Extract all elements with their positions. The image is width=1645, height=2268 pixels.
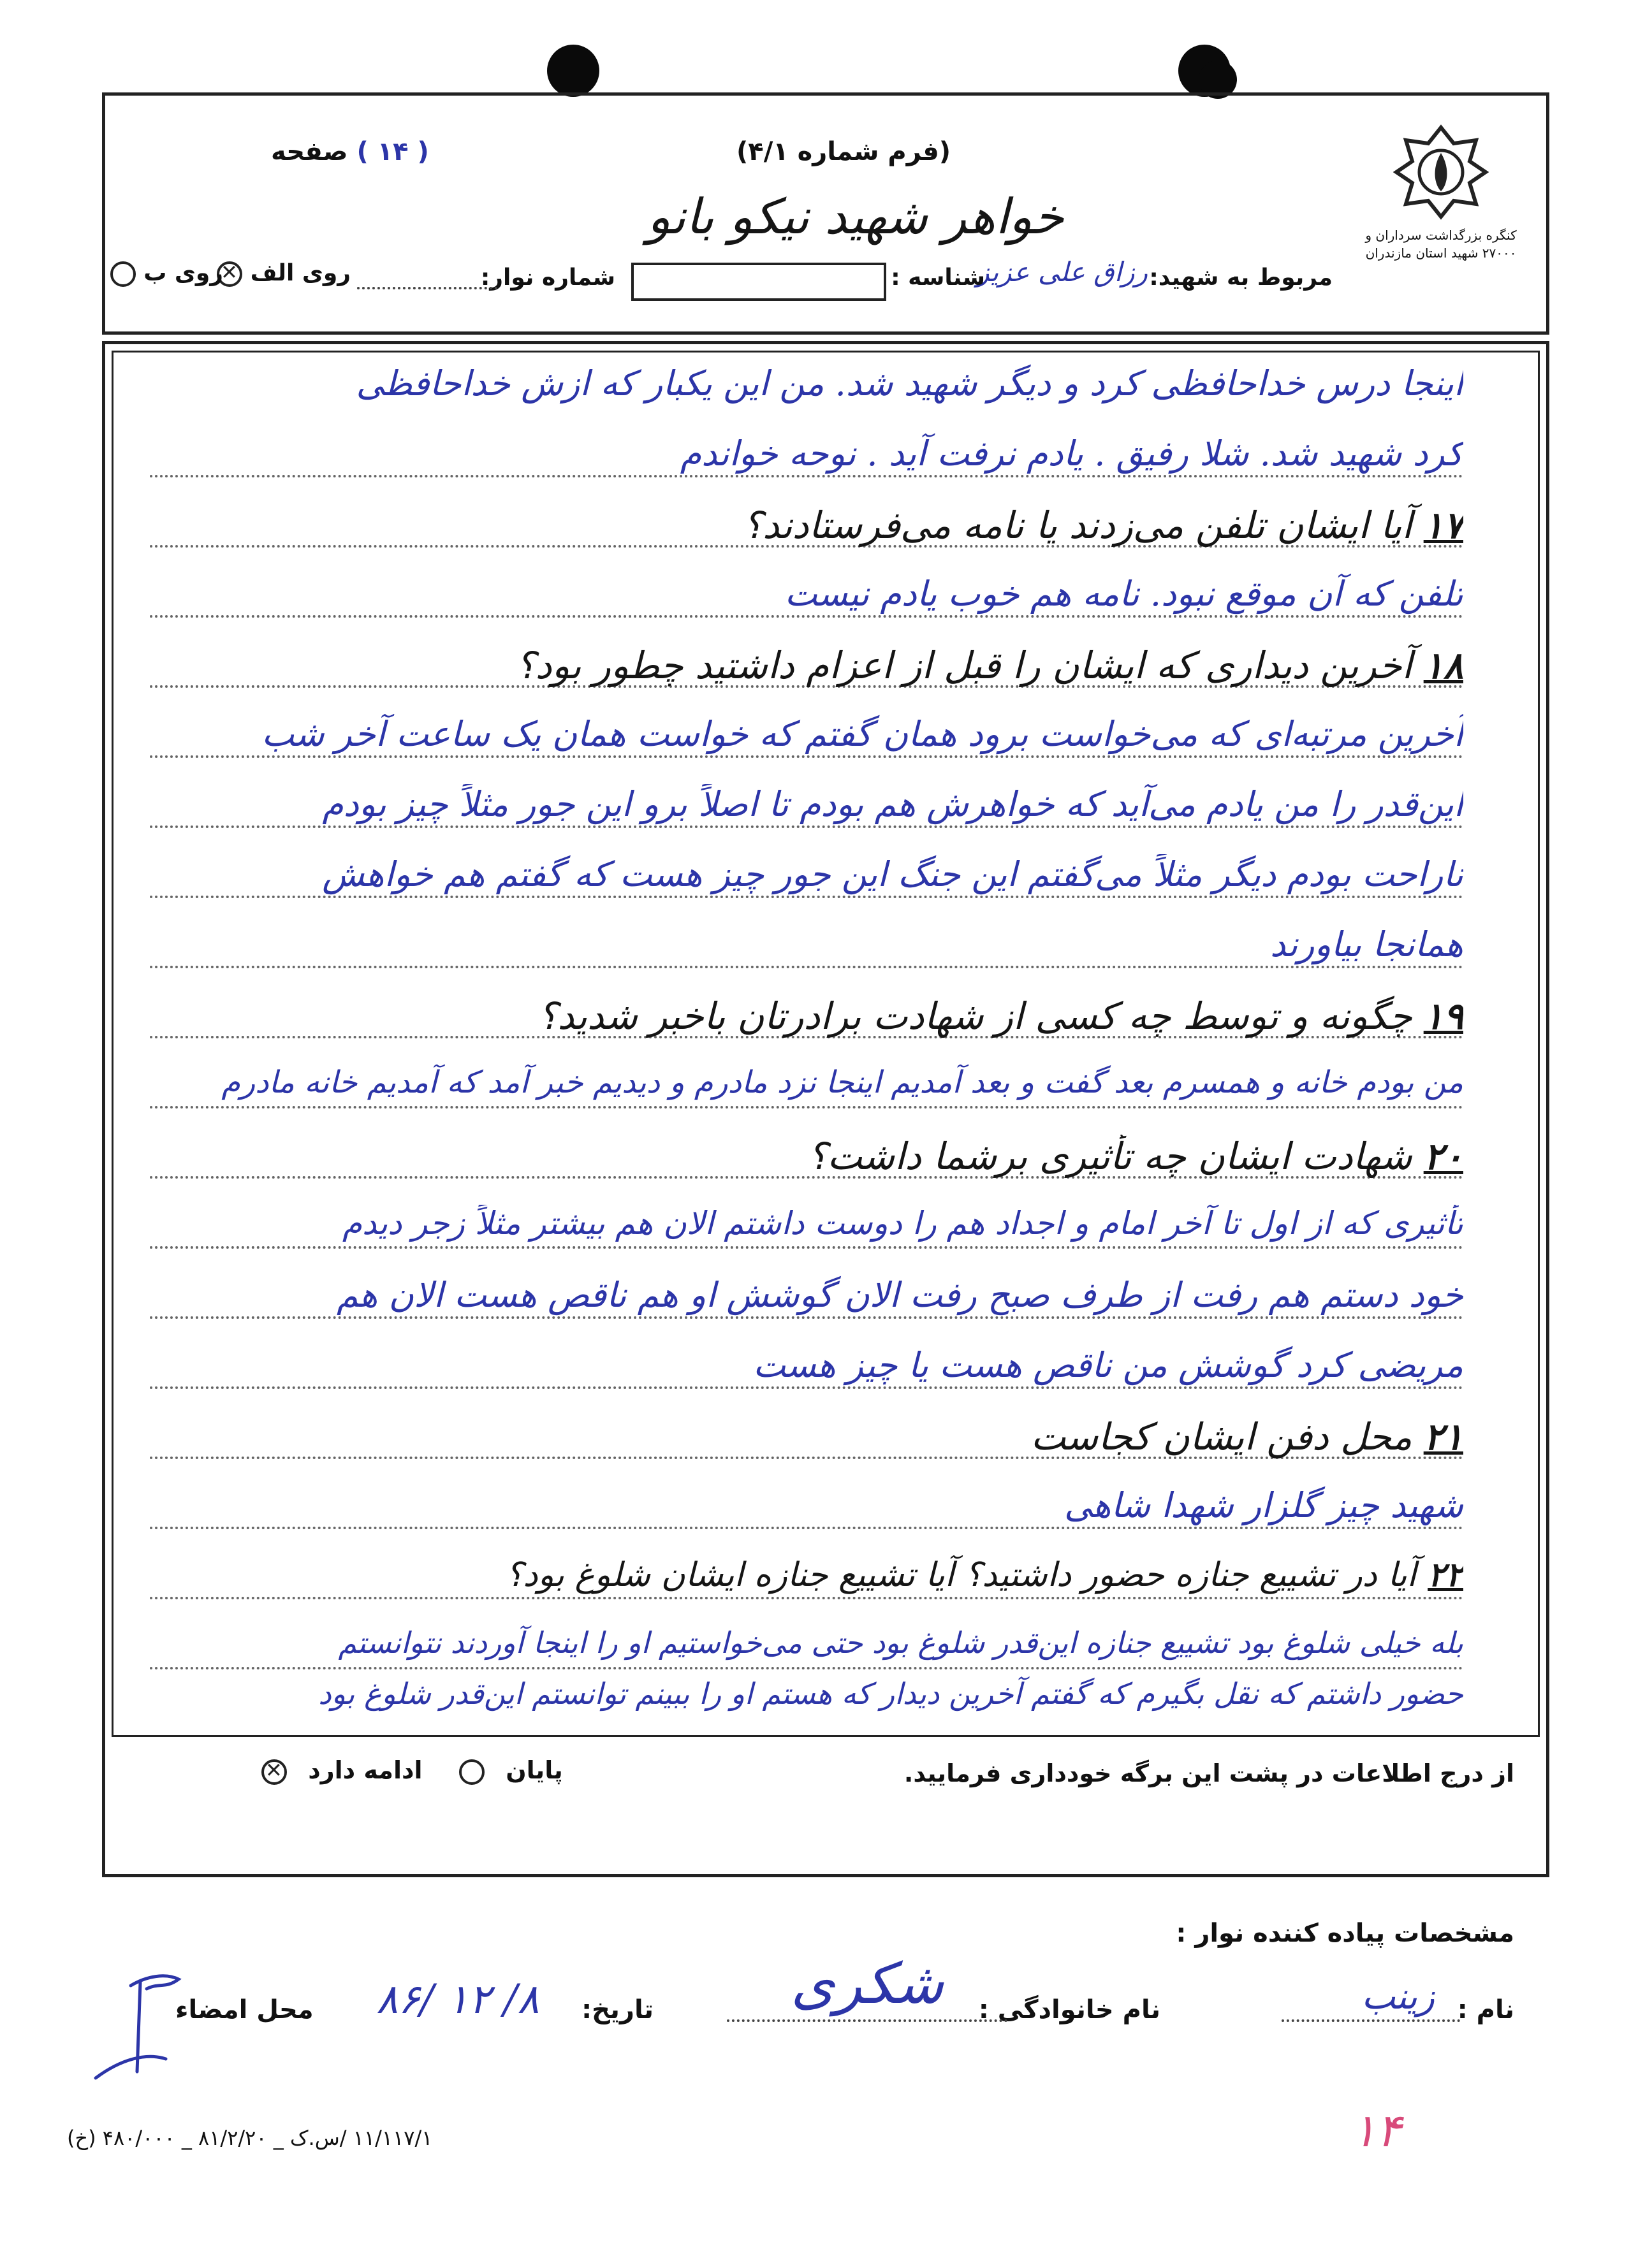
signature-mark (70, 1963, 198, 2091)
answer-text: شهید چیز گلزار شهدا شاهی (1064, 1485, 1463, 1525)
answer-text: خود دستم هم رفت از طرف صبح رفت الان گوشش او هم ناقص هست الان هم (336, 1275, 1463, 1315)
answer-line (150, 1275, 1463, 1345)
header-frame (102, 92, 1549, 335)
end-label: پایان (506, 1756, 563, 1784)
side-a-label: روی الف (250, 260, 351, 286)
answer-line (150, 1205, 1463, 1275)
answer-line (124, 433, 1463, 504)
org-logo-text: کنگره بزرگداشت سرداران و ۲۷۰۰۰ شهید استان مازندران (1365, 228, 1517, 261)
martyr-value: رزاق علی عزیز (976, 256, 1148, 287)
date-label: تاریخ: (581, 1995, 654, 2024)
answer-text: بله خیلی شلوغ بود تشییع جنازه این‌قدر شلوغ بود حتی می‌خواستیم او را اینجا آوردند نتوانستم (338, 1625, 1463, 1660)
question-text: شهادت ایشان چه تأثیری برشما داشت؟ (807, 1135, 1412, 1178)
signature-label: محل امضاء (175, 1995, 314, 2024)
family-field[interactable] (727, 2019, 1007, 2022)
page-mark: ۱۴ (1352, 2104, 1401, 2157)
side-b-option[interactable] (110, 260, 223, 287)
page-label-text: صفحه (271, 137, 348, 166)
answer-text: حضور داشتم که نقل بگیرم که گفتم آخرین دیدار که هستم او را ببینم توانستم این‌قدر شلوغ بود (318, 1676, 1463, 1711)
tape-number-label: شماره نوار: (480, 265, 615, 291)
question-text: آیا ایشان تلفن می‌زدند یا نامه می‌فرستادند؟ (743, 504, 1412, 547)
family-value: شکری (791, 1951, 944, 2016)
answer-line (150, 574, 1463, 644)
answer-line (124, 363, 1463, 433)
subject-handwritten: خواهر شهید نیکو بانو (647, 188, 1064, 245)
side-b-label: روی ب (143, 260, 223, 286)
name-label: نام : (1457, 1995, 1514, 2024)
end-option[interactable] (459, 1756, 563, 1785)
answer-line (150, 714, 1463, 784)
question-number: ۲۰ (1423, 1135, 1463, 1178)
question-text: محل دفن ایشان کجاست (1030, 1415, 1412, 1458)
side-a-option[interactable] (217, 260, 351, 287)
question-number: ۱۷ (1423, 504, 1463, 547)
answer-text: این‌قدر را من یادم می‌آید که خواهرش هم بودم تا اصلاً برو این جور مثلاً چیز بودم (322, 784, 1463, 824)
continues-radio[interactable] (261, 1759, 287, 1785)
question-text: چگونه و توسط چه کسی از شهادت برادرتان باخبر شدید؟ (537, 994, 1412, 1038)
notice-text: از درج اطلاعات در پشت این برگه خودداری فرمایید. (903, 1759, 1514, 1787)
answer-line (150, 1676, 1463, 1747)
family-label: نام خانوادگی : (978, 1995, 1160, 2024)
page-number: ( ۱۴ ) (356, 137, 429, 166)
answer-line (150, 1485, 1463, 1555)
tape-number-field[interactable] (357, 287, 497, 289)
question-line (150, 644, 1463, 714)
answer-text: تلفن که آن موقع نبود. نامه هم خوب یادم نیست (784, 574, 1463, 614)
answer-text: آخرین مرتبه‌ای که می‌خواست برود همان گفتم که خواست همان یک ساعت آخر شب (261, 714, 1463, 754)
org-logo (1361, 124, 1521, 335)
answer-text: اینجا درس خداحافظی کرد و دیگر شهید شد. من این یکبار که ازش خداحافظی (356, 363, 1463, 403)
answer-line (150, 854, 1463, 924)
id-field[interactable] (631, 263, 886, 301)
question-text: آیا در تشییع جنازه حضور داشتید؟ آیا تشییع جنازه ایشان شلوغ بود؟ (505, 1556, 1417, 1594)
transcriber-heading: مشخصات پیاده کننده نوار : (1176, 1919, 1514, 1948)
answer-text: مریضی کرد گوشش من ناقص هست یا چیز هست (753, 1345, 1463, 1385)
question-line (150, 994, 1463, 1065)
question-line (150, 1415, 1463, 1485)
end-radio[interactable] (459, 1759, 485, 1785)
question-number: ۱۸ (1423, 644, 1463, 687)
logo-emblem-icon (1393, 124, 1489, 220)
question-number: ۲۱ (1423, 1415, 1463, 1458)
answer-line (150, 924, 1463, 994)
answer-text: تأثیری که از اول تا آخر امام و اجداد هم را دوست داشتم الان هم بیشتر مثلاً زجر دیدم (342, 1205, 1463, 1242)
answer-line (150, 1345, 1463, 1415)
question-number: ۱۹ (1423, 994, 1463, 1038)
question-line (150, 504, 1463, 574)
form-code: ۱۱/۱۱۷/۱ /س.ک _ ۸۱/۲/۲۰ _ ۴۸۰/۰۰۰ (خ) (67, 2126, 433, 2150)
page-label (271, 137, 429, 166)
id-label: شناسه : (891, 265, 985, 291)
side-b-radio[interactable] (110, 261, 136, 287)
answer-text: ناراحت بودم دیگر مثلاً می‌گفتم این جنگ این جور چیز هست که گفتم هم خواهش (322, 854, 1463, 894)
name-field[interactable] (1282, 2019, 1460, 2022)
answer-line (150, 784, 1463, 854)
continues-label: ادامه دارد (308, 1756, 423, 1784)
form-number: (فرم شماره ۴/۱) (736, 137, 951, 166)
question-line (150, 1135, 1463, 1205)
name-value: زینب (1361, 1976, 1435, 2017)
question-line (150, 1555, 1463, 1625)
answer-line (77, 1065, 1463, 1135)
answer-text: همانجا بیاورند (1270, 924, 1463, 964)
answer-text: کرد شهید شد. شلا رفیق . یادم نرفت آید . نوحه خواندم (680, 433, 1463, 474)
punch-hole (547, 45, 599, 97)
answer-text: من بودم خانه و همسرم بعد گفت و بعد آمدیم اینجا نزد مادرم و دیدیم خبر آمد که آمدیم خانه مادرم (221, 1065, 1463, 1100)
martyr-label: مربوط به شهید: (1149, 265, 1333, 291)
continues-option[interactable] (261, 1756, 423, 1785)
question-text: آخرین دیداری که ایشان را قبل از اعزام داشتید چطور بود؟ (515, 644, 1412, 687)
date-value: ۸۶/ ۱۲ /۸ (376, 1976, 539, 2023)
question-number: ۲۲ (1428, 1555, 1463, 1594)
